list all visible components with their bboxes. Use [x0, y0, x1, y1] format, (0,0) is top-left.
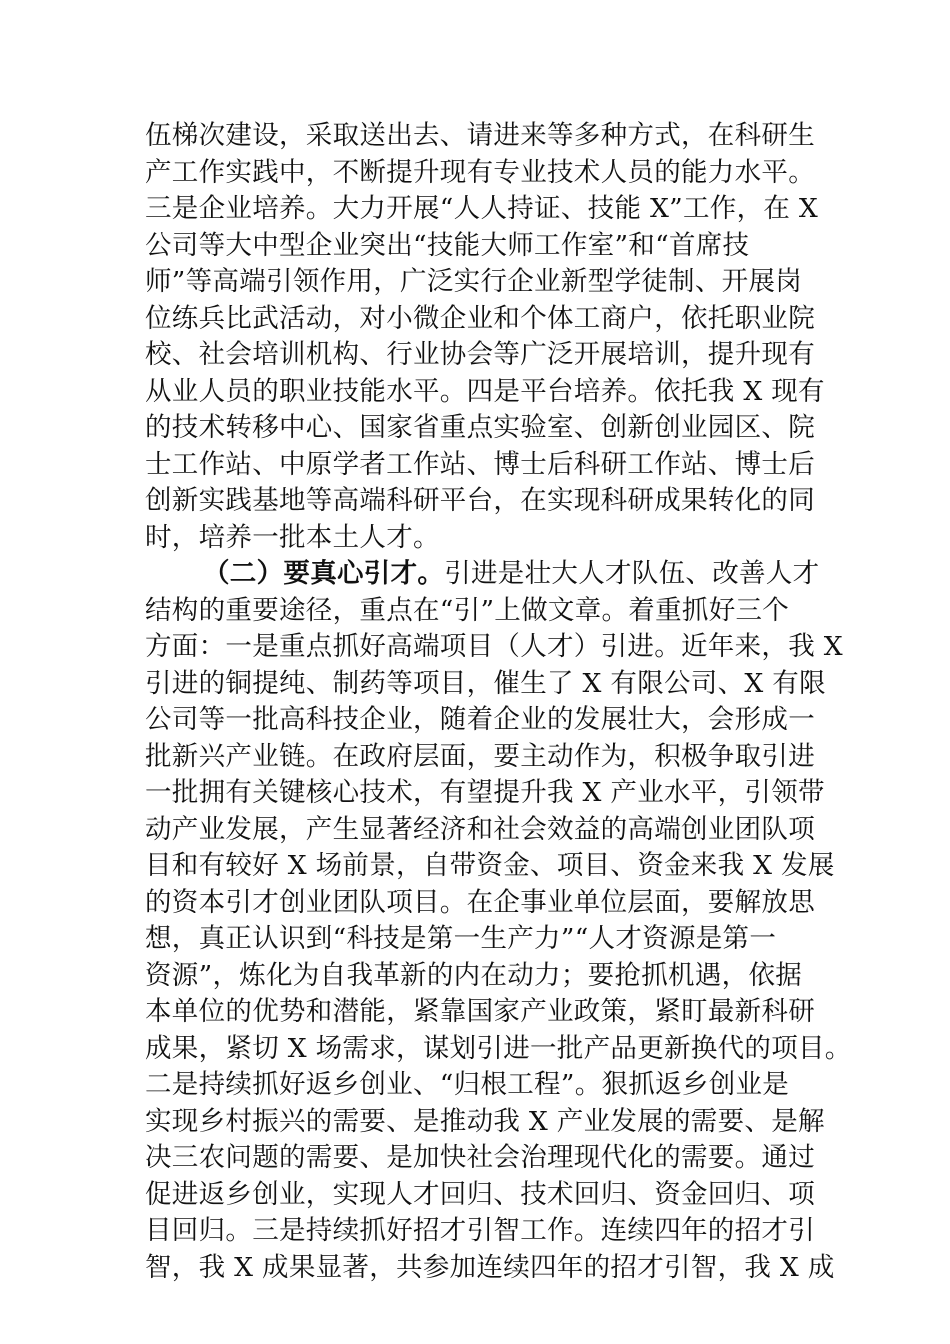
text-line: 引进的铜提纯、制药等项目，催生了 X 有限公司、X 有限 [145, 667, 826, 699]
text-line: 伍梯次建设，采取送出去、请进来等多种方式，在科研生 [145, 120, 815, 151]
text-line: 决三农问题的需要、是加快社会治理现代化的需要。通过 [145, 1142, 815, 1173]
text-line: 创新实践基地等高端科研平台，在实现科研成果转化的同 [145, 485, 815, 516]
text-line: 位练兵比武活动，对小微企业和个体工商户，依托职业院 [145, 302, 815, 334]
text-line: 的技术转移中心、国家省重点实验室、创新创业园区、院 [145, 412, 815, 443]
section-heading-line [145, 556, 820, 593]
text-line: 本单位的优势和潜能，紧靠国家产业政策，紧盯最新科研 [145, 996, 815, 1027]
text-line: 公司等一批高科技企业，随着企业的发展壮大，会形成一 [145, 704, 815, 735]
text-line: 结构的重要途径，重点在“引”上做文章。着重抓好三个 [145, 594, 790, 626]
text-line: 士工作站、中原学者工作站、博士后科研工作站、博士后 [145, 448, 815, 480]
section-heading: （二）要真心引才。 [203, 558, 445, 589]
text-line: 成果，紧切 X 场需求，谋划引进一批产品更新换代的项目。 [145, 1032, 852, 1064]
text-line: 的资本引才创业团队项目。在企事业单位层面，要解放思 [145, 886, 815, 918]
text-line: 目和有较好 X 场前景，自带资金、项目、资金来我 X 发展 [145, 850, 835, 881]
text-line: 一批拥有关键核心技术，有望提升我 X 产业水平，引领带 [145, 777, 825, 808]
text-line: 公司等大中型企业突出“技能大师工作室”和“首席技 [145, 229, 750, 261]
text-line: 校、社会培训机构、行业协会等广泛开展培训，提升现有 [145, 339, 815, 370]
text-line: 批新兴产业链。在政府层面，要主动作为，积极争取引进 [145, 740, 815, 772]
text-line: 目回归。三是持续抓好招才引智工作。连续四年的招才引 [145, 1215, 815, 1246]
text-line: 产工作实践中，不断提升现有专业技术人员的能力水平。 [145, 156, 815, 188]
text-segment: 引进是壮大人才队伍、改善人才 [444, 558, 820, 589]
text-line: 想，真正认识到“科技是第一生产力”“人才资源是第一 [145, 923, 777, 954]
text-line: 从业人员的职业技能水平。四是平台培养。依托我 X 现有 [145, 375, 825, 407]
text-line: 三是企业培养。大力开展“人人持证、技能 X”工作，在 X [145, 193, 819, 224]
text-line: 资源”，炼化为自我革新的内在动力；要抢抓机遇，依据 [145, 959, 803, 991]
text-line: 师”等高端引领作用，广泛实行企业新型学徒制、开展岗 [145, 266, 803, 297]
text-line: 方面：一是重点抓好高端项目（人才）引进。近年来，我 X [145, 631, 843, 662]
text-line: 动产业发展，产生显著经济和社会效益的高端创业团队项 [145, 813, 815, 845]
text-line: 实现乡村振兴的需要、是推动我 X 产业发展的需要、是解 [145, 1105, 825, 1137]
text-line: 二是持续抓好返乡创业、“归根工程”。狠抓返乡创业是 [145, 1069, 790, 1100]
text-line: 智，我 X 成果显著，共参加连续四年的招才引智，我 X 成 [145, 1251, 835, 1283]
document-body [145, 118, 852, 1286]
text-line: 促进返乡创业，实现人才回归、技术回归、资金回归、项 [145, 1178, 815, 1210]
text-line: 时，培养一批本土人才。 [145, 521, 440, 553]
